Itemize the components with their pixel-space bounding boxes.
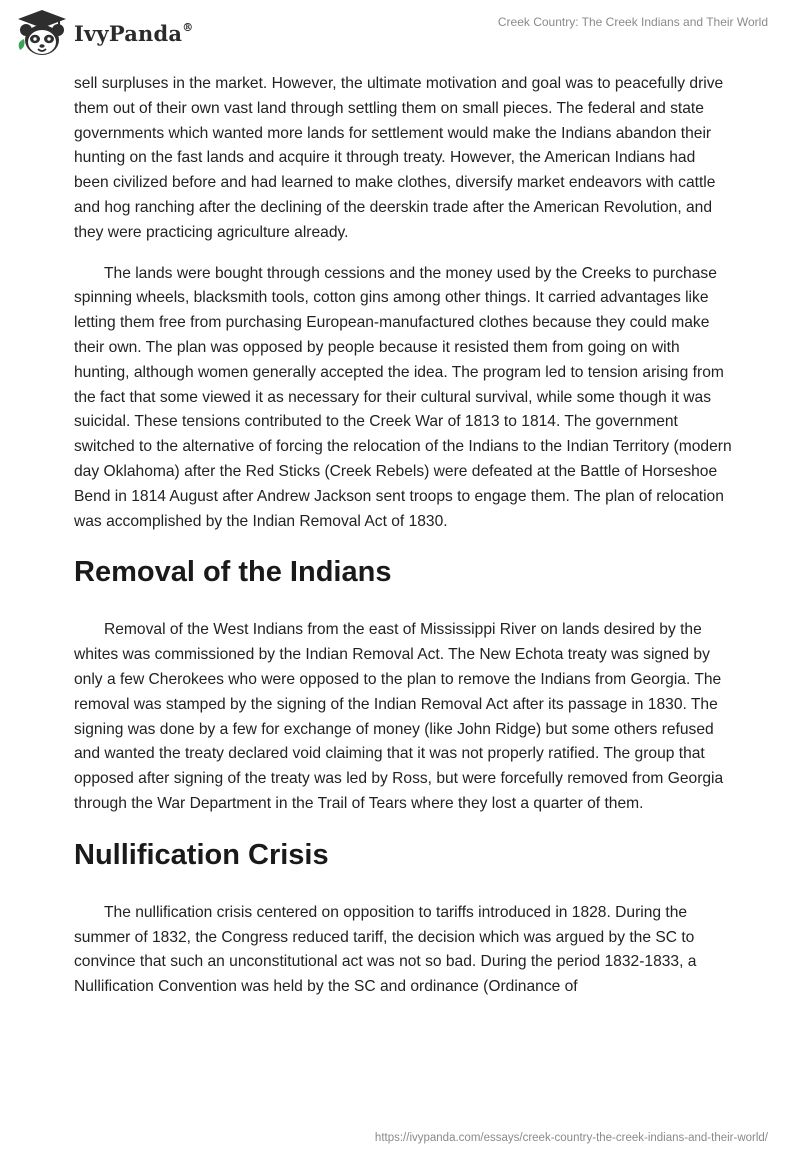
- ivypanda-logo[interactable]: [14, 6, 193, 60]
- section-heading-nullification: Nullification Crisis: [74, 838, 329, 871]
- essay-content: [74, 72, 734, 1016]
- paragraph: Removal of the West Indians from the east of Mississippi River on lands desired by the whites was commissioned by the Indian Removal Act. The New Echota treaty was signed by only a few Cherokees who were opposed to the plan to remove the Indians from Georgia. The removal was stamped by the signing of the Indian Removal Act after its passage in 1830. The signing was done by a few for exchange of money (like John Ridge) but some others refused and wanted the treaty declared void claiming that it was not properly ratified. The group that opposed after signing of the treaty was led by Ross, but were forcefully removed from Georgia through the War Department in the Trail of Tears where they lost a quarter of them.: [74, 621, 724, 812]
- source-url[interactable]: https://ivypanda.com/essays/creek-country-the-creek-indians-and-their-world/: [374, 1132, 768, 1144]
- document-title: Creek Country: The Creek Indians and Their World: [497, 15, 768, 29]
- panda-graduate-icon: [14, 6, 70, 60]
- brand-name: IvyPanda®: [74, 20, 194, 46]
- page-header: [0, 0, 800, 70]
- paragraph: sell surpluses in the market. However, the ultimate motivation and goal was to peacefully drive them out of their own vast land through settling them on small pieces. The federal and state governments which wanted more lands for settlement would make the Indians abandon their hunting on the fast lands and acquire it through treaty. However, the American Indians had been civilized before and had learned to make clothes, diversify market endeavors with cattle and hog ranching after the declining of the deerskin trade after the American Revolution, and they were practicing agriculture already.: [74, 75, 724, 241]
- paragraph: The nullification crisis centered on opposition to tariffs introduced in 1828. During the summer of 1832, the Congress reduced tariff, the decision which was argued by the SC to convince that such an unconstitutional act was not so bad. During the period 1832-1833, a Nullification Convention was held by the SC and ordinance (Ordinance of: [74, 903, 697, 996]
- paragraph: The lands were bought through cessions and the money used by the Creeks to purchase spinning wheels, blacksmith tools, cotton gins among other things. It carried advantages like letting them free from purchasing European-manufactured clothes because they could make their own. The plan was opposed by people because it resisted them from going on with hunting, although women generally accepted the idea. The program led to tension arising from the fact that some viewed it as necessary for their cultural survival, while some though it was suicidal. These tensions contributed to the Creek War of 1813 to 1814. The government switched to the alternative of forcing the relocation of the Indians to the Indian Territory (modern day Oklahoma) after the Red Sticks (Creek Rebels) were defeated at the Battle of Horseshoe Bend in 1814 August after Andrew Jackson sent troops to engage them. The plan of relocation was accomplished by the Indian Removal Act of 1830.: [74, 264, 732, 530]
- section-heading-removal: Removal of the Indians: [74, 556, 392, 589]
